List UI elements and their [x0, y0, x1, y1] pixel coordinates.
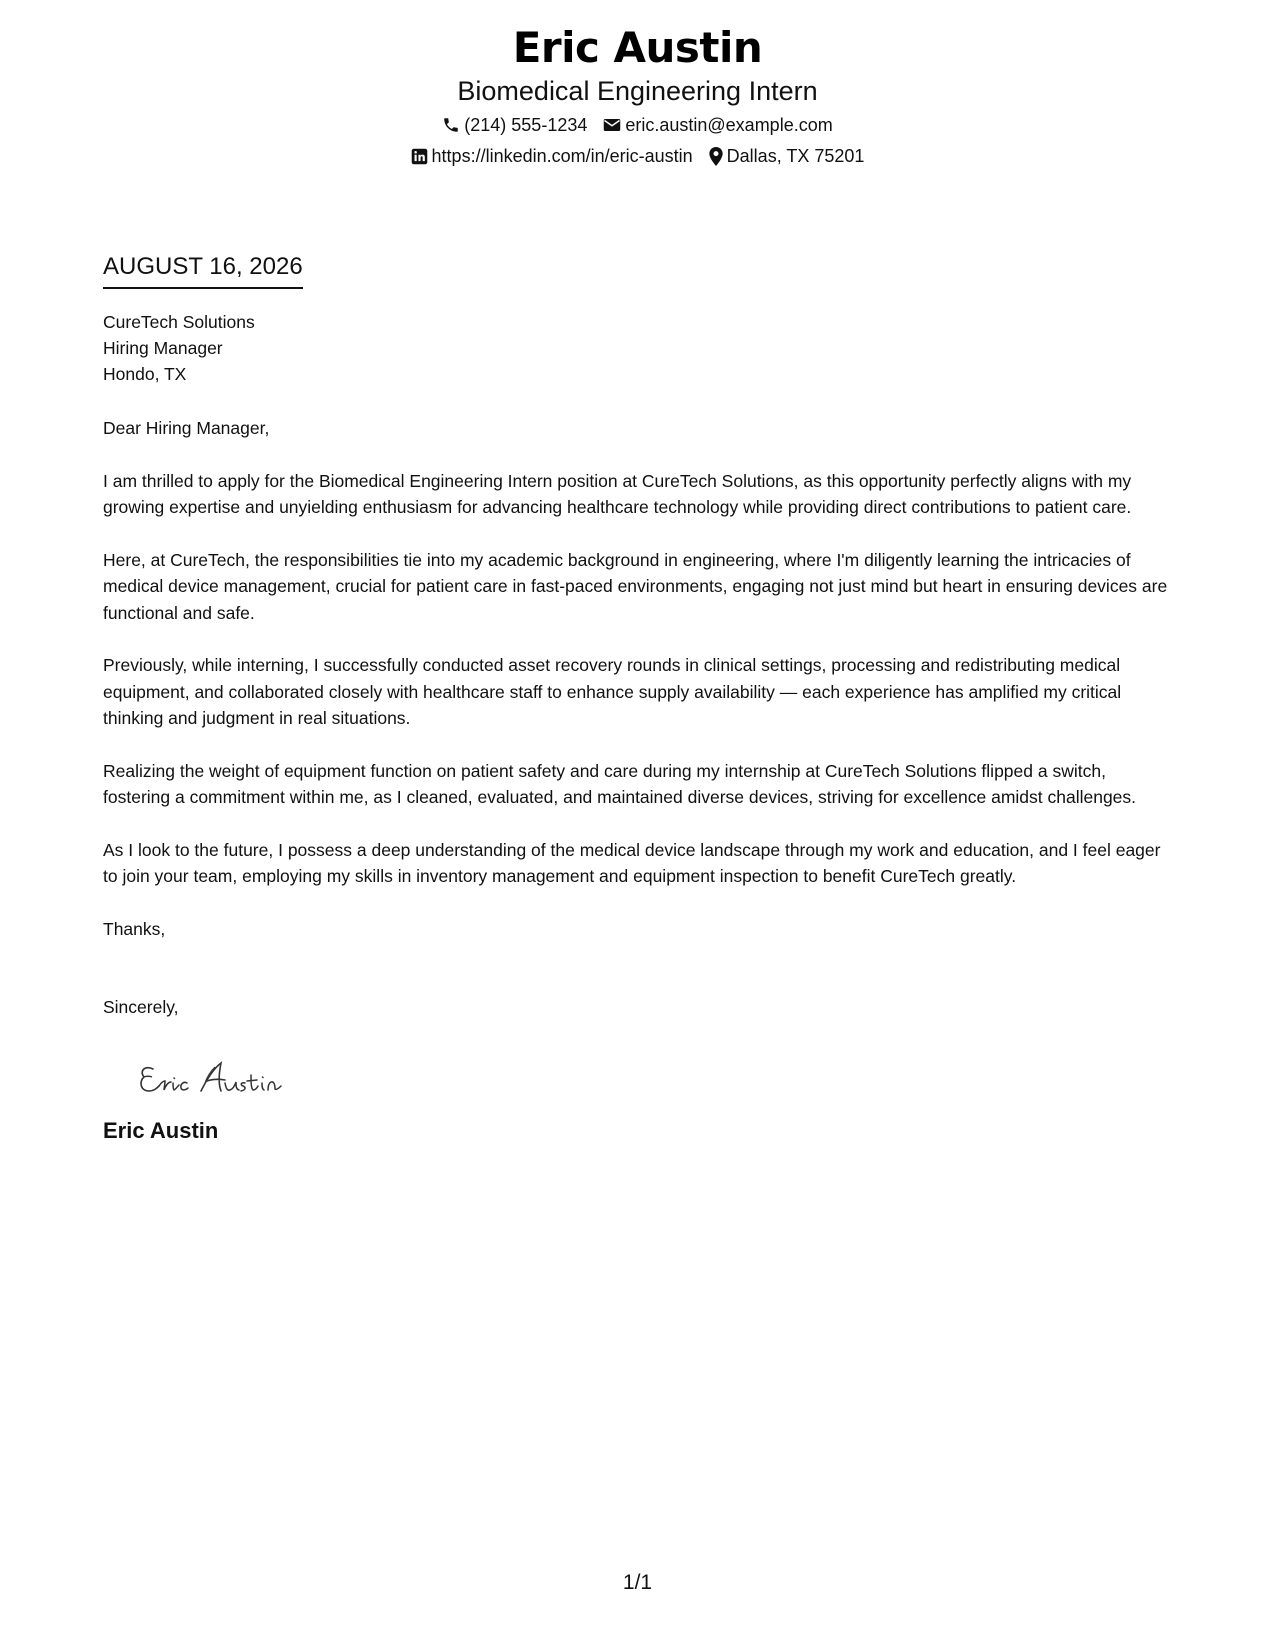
contact-linkedin — [411, 143, 693, 169]
contact-location — [709, 143, 865, 169]
map-pin-icon — [709, 147, 727, 166]
body-paragraph: Here, at CureTech, the responsibilities tie into my academic background in engineering, where I'm diligently learning the intricacies of medical device management, crucial for patient care in fast-paced environments, engaging not just mind but heart in ensuring devices are functional and safe. — [103, 549, 1168, 623]
contact-row-secondary — [0, 143, 1275, 169]
recipient-block — [103, 309, 1173, 387]
contact-phone — [442, 112, 587, 138]
body-paragraph: As I look to the future, I possess a deep understanding of the medical device landscape through my work and education, and I feel eager to join your team, employing my skills in inventory management and equipment inspection to benefit CureTech greatly. — [103, 839, 1161, 886]
signed-name: Eric Austin — [103, 1117, 219, 1143]
email-link[interactable]: eric.austin@example.com — [625, 115, 833, 135]
applicant-title: Biomedical Engineering Intern — [457, 76, 818, 106]
letter-header — [0, 22, 1275, 169]
closing: Thanks, — [103, 918, 166, 939]
contact-email — [603, 112, 832, 138]
recipient-company: CureTech Solutions — [103, 312, 255, 332]
linkedin-link[interactable]: https://linkedin.com/in/eric-austin — [431, 146, 693, 166]
sign-off: Sincerely, — [103, 997, 179, 1017]
applicant-name: Eric Austin — [512, 23, 763, 72]
page-number: 1/1 — [622, 1571, 653, 1594]
phone-text[interactable]: (214) 555-1234 — [464, 115, 588, 135]
recipient-location: Hondo, TX — [103, 364, 187, 384]
location-text: Dallas, TX 75201 — [726, 146, 865, 166]
body-paragraph: I am thrilled to apply for the Biomedical Engineering Intern position at CureTech Solutions, as this opportunity perfectly aligns with my growing expertise and unyielding enthusiasm for advancing healthcare technology while providing direct contributions to patient care. — [103, 470, 1132, 517]
letter-body — [103, 252, 1173, 1145]
letter-date: AUGUST 16, 2026 — [103, 252, 303, 289]
linkedin-icon — [411, 148, 432, 165]
phone-icon — [442, 116, 464, 134]
contact-row-primary — [0, 112, 1275, 138]
body-paragraph: Previously, while interning, I successfully conducted asset recovery rounds in clinical settings, processing and redistributing medical equipment, and collaborated closely with healthcare staff to enhance supply availability — each experience has amplified my critical thinking and judgment in real situations. — [103, 655, 1122, 728]
body-paragraph: Realizing the weight of equipment function on patient safety and care during my internship at CureTech Solutions flipped a switch, fostering a commitment within me, as I cleaned, evaluated, and maintained diverse devices, striving for excellence amidst challenges. — [103, 760, 1137, 807]
handwritten-signature — [135, 1055, 1173, 1107]
recipient-contact: Hiring Manager — [103, 338, 223, 358]
salutation: Dear Hiring Manager, — [103, 418, 270, 438]
envelope-icon — [603, 117, 625, 133]
